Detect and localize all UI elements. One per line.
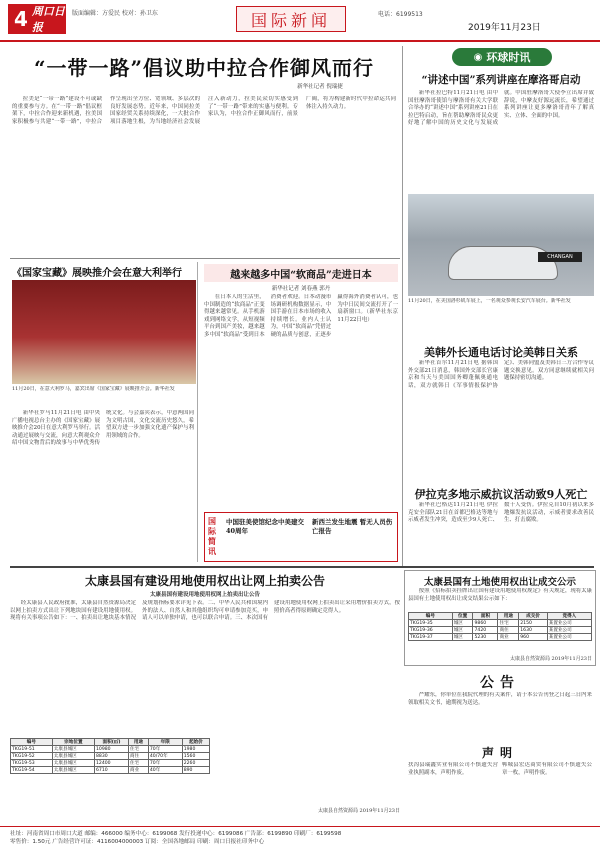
table-row <box>409 620 592 627</box>
table-cell: 2150 <box>519 620 548 627</box>
table-cell: 商业 <box>498 634 519 641</box>
table-cell: TKG19-53 <box>11 760 53 767</box>
banner-label: 环球时讯 <box>486 51 531 64</box>
page-number: 4 <box>14 7 28 31</box>
table-cell: 7420 <box>473 627 498 634</box>
lead-byline: 新华社记者 倪瑞捷 <box>297 84 343 90</box>
table-cell: 1630 <box>519 627 548 634</box>
table-cell: 某置业公司 <box>547 627 591 634</box>
table-cell: 城区 <box>452 620 473 627</box>
exhibit-body: 新华社罗马11月21日电 由中央广播电视总台主办的《国家宝藏》展映推介会20日在意大利罗马举行。活动通过展映与交流，向意大利观众介绍中国文物背后的故事与中华优秀传统文化。与会嘉宾表示，中意两国同为文明古国，文化交流历史悠久，希望双方进一步加强文化遗产保护与利用领域的合作。 <box>12 410 194 447</box>
table-header-cell: 宗地位置 <box>52 739 94 746</box>
land-result-headline: 太康县国有土地使用权出让成交公示 <box>423 577 576 588</box>
table-cell: TKG19-37 <box>409 634 453 641</box>
header-meta-right: 电话：6199513 <box>378 11 423 18</box>
exhibit-headline: 《国家宝藏》展映推介会在意大利举行 <box>12 268 182 279</box>
table-header-cell: 编号 <box>11 739 53 746</box>
table-cell: 70年 <box>148 746 182 753</box>
table-header-cell: 位置 <box>452 613 473 620</box>
land-auction-table <box>10 738 210 774</box>
table-cell: 商住 <box>129 753 149 760</box>
statement-title: 声明 <box>481 746 518 760</box>
table-header-cell: 起始价 <box>182 739 209 746</box>
table-row <box>11 767 210 774</box>
digest-label: 国际简讯 <box>208 516 216 556</box>
morocco-body: 新华社拉巴特11月21日电 由中国驻摩洛哥使馆与摩洛哥有关大学联合举办的“讲述中国”系列讲座21日在拉巴特启动，旨在帮助摩洛哥民众更好地了解中国的历史文化与发展成就。中国驻摩洛哥大使李立出席并致辞说，中摩友好源远流长，希望通过系列讲座让更多摩洛哥青年了解真实、立体、全面的中国。 <box>408 90 594 127</box>
land-result-signoff: 太康县自然资源局 2019年11月23日 <box>509 656 592 662</box>
car-photo-caption: 11月20日，在美国洛杉矶车展上，一名观众参观长安汽车展台。新华社发 <box>408 298 571 304</box>
land-result-table <box>408 612 592 641</box>
table-cell: 住宅 <box>129 760 149 767</box>
table-header-cell: 编号 <box>409 613 453 620</box>
table-cell: 9860 <box>473 620 498 627</box>
car-show-photo <box>408 194 594 296</box>
table-cell: 890 <box>182 767 209 774</box>
land-auction-headline: 太康县国有建设用地使用权出让网上拍卖公告 <box>84 574 325 588</box>
table-cell: 住宅 <box>129 746 149 753</box>
table-cell: 某置业公司 <box>547 634 591 641</box>
table-header-cell: 竞得人 <box>547 613 591 620</box>
japan-body: 在日本人的生活里，中国制造的“软商品”正变得越来越常见。从手机游戏到网络文学，从短视频平台到国产美妆，越来越多中国“软商品”受到日本消费者欢迎。日本动漫市场调研机构数据显示，中国手游在日本市场的收入持续增长。业内人士认为，中国“软商品”凭借过硬的品质与创意，正逐步赢得海外消费者认可，也为中日民间交流打开了一扇新窗口。（新华社东京11月22日电） <box>204 294 398 338</box>
issue-date: 2019年11月23日 <box>468 23 541 33</box>
table-header-cell: 用途 <box>129 739 149 746</box>
divider <box>10 258 400 259</box>
land-auction-body: 经太康县人民政府批准，太康县自然资源局决定以网上拍卖方式出让下列地块国有建设用地使用权。现将有关事项公告如下：一、拍卖出让地块基本情况及规划指标要求详见下表。二、中华人民共和国境内外的法人、自然人和其他组织均可申请参加竞买，申请人可以单独申请，也可以联合申请。三、本次国有建设用地使用权网上拍卖出让采用增价拍卖方式，按照价高者得原则确定竞得人。 <box>10 600 400 622</box>
header-meta-left: 版面编辑：方爱民 校对：孙卫东 <box>72 10 158 17</box>
table-cell: TKG19-36 <box>409 627 453 634</box>
table-cell: 城区 <box>452 634 473 641</box>
table-cell: 太康县城区 <box>52 767 94 774</box>
morocco-headline: “讲述中国”系列讲座在摩洛哥启动 <box>421 74 581 86</box>
iraq-headline: 伊拉克多地示威抗议活动致9人死亡 <box>414 488 588 501</box>
digest-item-2: 新西兰发生地震 暂无人员伤亡报告 <box>312 518 393 535</box>
table-cell: 40年 <box>148 767 182 774</box>
table-cell: 某置业公司 <box>547 620 591 627</box>
table-header-cell: 成交价 <box>519 613 548 620</box>
globe-icon: ◉ <box>473 51 483 63</box>
table-header-cell: 面积 <box>473 613 498 620</box>
statement-right: 郸城县宏达商贸有限公司不慎遗失公章一枚，声明作废。 <box>502 762 592 776</box>
table-cell: 太康县城区 <box>52 746 94 753</box>
table-row <box>11 760 210 767</box>
page-number-box <box>8 4 66 34</box>
notice-title: 公告 <box>480 675 520 691</box>
table-cell: TKG19-51 <box>11 746 53 753</box>
table-cell: 商住 <box>498 627 519 634</box>
table-cell: 12400 <box>94 760 128 767</box>
table-cell: 40/70年 <box>148 753 182 760</box>
table-row <box>11 746 210 753</box>
table-cell: 10980 <box>94 746 128 753</box>
exhibit-photo <box>12 280 196 384</box>
table-cell: 1560 <box>182 753 209 760</box>
table-cell: 70年 <box>148 760 182 767</box>
footer <box>0 826 600 847</box>
digest-item-1: 中国驻美使馆纪念中美建交40周年 <box>226 518 304 535</box>
japan-headline: 越来越多中国“软商品”走进日本 <box>230 270 372 281</box>
japan-byline: 新华社记者 刘春燕 郭丹 <box>271 286 331 292</box>
table-cell: TKG19-35 <box>409 620 453 627</box>
exhibit-photo-caption: 11月20日，在意大利罗马，嘉宾出席《国家宝藏》展映推介会。新华社发 <box>12 386 175 392</box>
iraq-body: 新华社巴格达11月21日电 伊拉克安全部队21日在首都巴格达等地与示威者发生冲突，造成至少9人死亡、数十人受伤。伊拉克自10月初以来多地爆发抗议活动，示威者要求改善民生、打击腐败。 <box>408 502 594 524</box>
table-cell: 960 <box>519 634 548 641</box>
lead-body: 拉美是“一带一路”建设不可或缺的重要参与方。在“一带一路”倡议框架下，中拉合作迎来新机遇，拉美国家积极参与共建“一带一路”，中拉合作呈现出全方位、宽领域、多层次的良好发展态势。近年来，中国同拉美国家经贸关系持续深化，一大批合作项目落地生根，为当地经济社会发展注入新动力，拉美民众切实感受到了“一带一路”带来的实惠与便利。专家认为，中拉合作正御风而行，前景广阔，将为构建新时代中拉命运共同体注入持久动力。 <box>12 96 396 125</box>
notice-body: 严耀东，你单位在我院代理的有关案件，请于本公告刊登之日起三日内来领取相关文书，逾期视为送达。 <box>408 692 592 706</box>
table-cell: 太康县城区 <box>52 760 94 767</box>
table-row <box>11 753 210 760</box>
brand-sign: CHANGAN <box>538 252 582 262</box>
table-row <box>409 634 592 641</box>
table-cell: TKG19-54 <box>11 767 53 774</box>
column-divider <box>402 46 403 566</box>
global-news-banner <box>452 48 552 66</box>
table-cell: TKG19-52 <box>11 753 53 760</box>
footer-line-1: 社址：河南省周口市周口大道 邮编：466000 编务中心：6199068 发行投递中心：6199086 广告部：6199890 印刷厂：6199598 <box>10 831 342 837</box>
table-header-cell: 面积(㎡) <box>94 739 128 746</box>
statement-left: 扶沟县瑞鑫实业有限公司不慎遗失营业执照副本，声明作废。 <box>408 762 498 776</box>
table-cell: 1980 <box>182 746 209 753</box>
land-result-body: 按照《招标拍卖挂牌出让国有建设用地使用权规定》有关规定，现将太康县国有土地使用权出让成交结果公示如下： <box>408 588 592 602</box>
paper-name: 周口日报 <box>31 5 65 34</box>
table-cell: 6710 <box>94 767 128 774</box>
table-cell: 5230 <box>473 634 498 641</box>
us-korea-body: 新华社首尔11月21日电 据韩国外交部21日消息，韩国外交部长官康京和当天与美国国务卿蓬佩奥通电话，双方就韩日《军事情报保护协定》、美韩同盟及美韩日三方合作等议题交换意见。双方同意继续就相关问题保持密切沟通。 <box>408 360 594 389</box>
table-cell: 住宅 <box>498 620 519 627</box>
land-auction-subtitle: 太康县国有建设用地使用权网上拍卖出让公告 <box>149 592 260 598</box>
table-header-cell: 年限 <box>148 739 182 746</box>
table-cell: 城区 <box>452 627 473 634</box>
table-cell: 2260 <box>182 760 209 767</box>
section-title: 国际新闻 <box>236 6 346 32</box>
table-cell: 8830 <box>94 753 128 760</box>
table-cell: 太康县城区 <box>52 753 94 760</box>
table-cell: 商业 <box>129 767 149 774</box>
table-row <box>409 627 592 634</box>
ad-section-divider <box>10 566 594 568</box>
lead-headline: “一带一路”倡议助中拉合作御风而行 <box>33 56 374 80</box>
us-korea-headline: 美韩外长通电话讨论美韩日关系 <box>424 346 578 359</box>
table-header-cell: 用途 <box>498 613 519 620</box>
footer-line-2: 零售价：1.50元 广告经营许可证：4116004000003 订阅：全国各地邮局 印刷：周口日报社印务中心 <box>10 839 265 845</box>
land-auction-signoff: 太康县自然资源局 2019年11月23日 <box>317 808 400 814</box>
